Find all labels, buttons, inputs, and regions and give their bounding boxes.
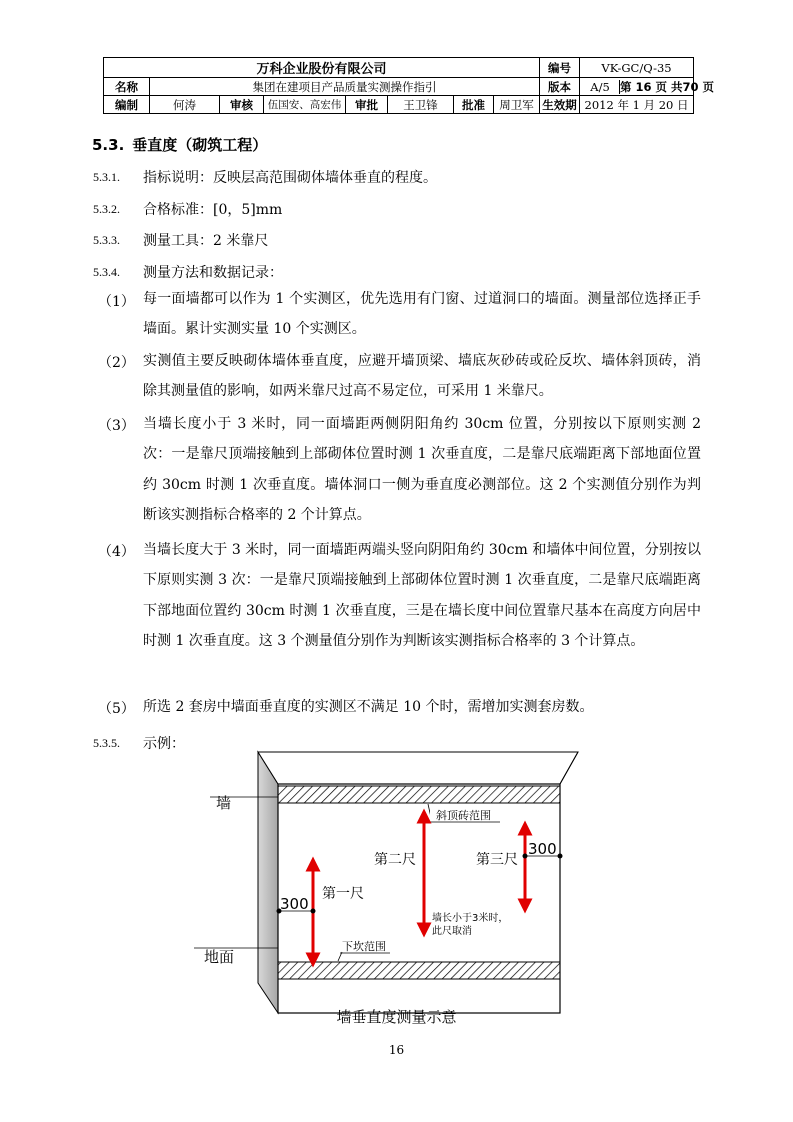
approver-label: 审批 [346, 96, 388, 114]
list-item-text: 所选 2 套房中墙面垂直度的实测区不满足 10 个时，需增加实测套房数。 [143, 699, 594, 715]
kerb-band [278, 962, 560, 979]
subsection-text: 合格标准：[0，5]mm [143, 202, 283, 218]
subsection-text: 测量方法和数据记录： [143, 265, 283, 281]
company-name: 万科企业股份有限公司 [104, 58, 540, 78]
approver-value: 王卫锋 [388, 96, 454, 114]
subsection-number: 5.3.1. [93, 170, 120, 184]
list-item-number: （1） [98, 294, 135, 310]
version-value: A/5 [581, 80, 620, 94]
ratifier-value: 周卫军 [494, 96, 540, 114]
subsection-text: 测量工具：2 米靠尺 [143, 233, 269, 249]
subsection-text: 指标说明：反映层高范围砌体墙体垂直的程度。 [143, 170, 437, 186]
list-item-number: （4） [98, 544, 135, 560]
dim-left-300: 300 [280, 895, 309, 913]
kerb-label: 下坎范围 [342, 940, 386, 953]
ruler-2-note-line2: 此尺取消 [432, 926, 472, 937]
name-label: 名称 [104, 78, 150, 96]
section-title: 垂直度（砌筑工程） [132, 136, 268, 154]
subsection-number: 5.3.2. [93, 202, 120, 216]
page-number: 16 [388, 1043, 405, 1057]
version-row-cell [580, 78, 715, 96]
effective-label: 生效期 [540, 96, 580, 114]
document-header-table [103, 57, 715, 114]
wall-label: 墙 [216, 794, 232, 812]
slant-brick-label: 斜顶砖范围 [436, 809, 491, 822]
list-item-text: 当墙长度小于 3 米时，同一面墙距两侧阴阳角约 30cm 位置，分别按以下原则实测 2 次：一是靠尺顶端接触到上部砌体位置时测 1 次垂直度，二是靠尺底端距离下部地面位置约 30cm 时测 1 次垂直度。墙体洞口一侧为垂直度必测部位。这 2 个实测值分别作为判断该实测指标合格率的 2 个计算点。 [143, 416, 701, 523]
subsection-number: 5.3.5. [93, 736, 120, 750]
ruler-3-label: 第三尺 [476, 852, 518, 868]
effective-value: 2012 年 1 月 20 日 [580, 96, 694, 114]
ratifier-label: 批准 [454, 96, 494, 114]
reviewer-label: 审核 [220, 96, 264, 114]
wall-top-face [258, 752, 578, 784]
code-label: 编号 [540, 58, 580, 78]
reviewer-value: 伍国安、高宏伟 [264, 96, 346, 114]
dim-right-300: 300 [528, 840, 557, 858]
ruler-2-note-line1: 墙长小于3米时， [432, 913, 509, 924]
list-item-text: 当墙长度大于 3 米时，同一面墙距两端头竖向阴阳角约 30cm 和墙体中间位置，分别按以下原则实测 3 次：一是靠尺顶端接触到上部砌体位置时测 1 次垂直度，二是靠尺底端距离下部地面位置约 30cm 时测 1 次垂直度，三是在墙长度中间位置靠尺基本在高度方向居中时测 1 次垂直度。这 3 个测量值分别作为判断该实测指标合格率的 3 个计算点。 [143, 542, 701, 649]
section-number: 5.3. [92, 136, 125, 154]
ruler-1-label: 第一尺 [322, 886, 364, 902]
editor-value: 何涛 [150, 96, 220, 114]
section-heading [92, 134, 267, 155]
list-item-number: （2） [98, 355, 135, 371]
wall-side-face [258, 752, 278, 1013]
ruler-2-label: 第二尺 [374, 852, 416, 868]
name-value: 集团在建项目产品质量实测操作指引 [150, 78, 540, 96]
page-info: 第 16 页 共70 页 [620, 79, 715, 94]
subsection-number: 5.3.4. [93, 265, 120, 279]
code-value: VK-GC/Q-35 [580, 58, 694, 78]
list-item-number: （3） [98, 418, 135, 434]
editor-label: 编制 [104, 96, 150, 114]
version-label: 版本 [540, 78, 580, 96]
slant-brick-band [278, 786, 560, 803]
subsection-text: 示例： [143, 736, 185, 752]
figure-caption: 墙垂直度测量示意 [336, 1008, 457, 1026]
subsection-number: 5.3.3. [93, 233, 120, 247]
wall-verticality-diagram [180, 740, 600, 1020]
list-item-text: 每一面墙都可以作为 1 个实测区，优先选用有门窗、过道洞口的墙面。测量部位选择正手墙面。累计实测实量 10 个实测区。 [143, 291, 701, 338]
ground-label: 地面 [204, 948, 235, 966]
list-item-text: 实测值主要反映砌体墙体垂直度，应避开墙顶梁、墙底灰砂砖或砼反坎、墙体斜顶砖，消除其测量值的影响，如两米靠尺过高不易定位，可采用 1 米靠尺。 [143, 353, 701, 400]
list-item-number: （5） [98, 701, 135, 717]
